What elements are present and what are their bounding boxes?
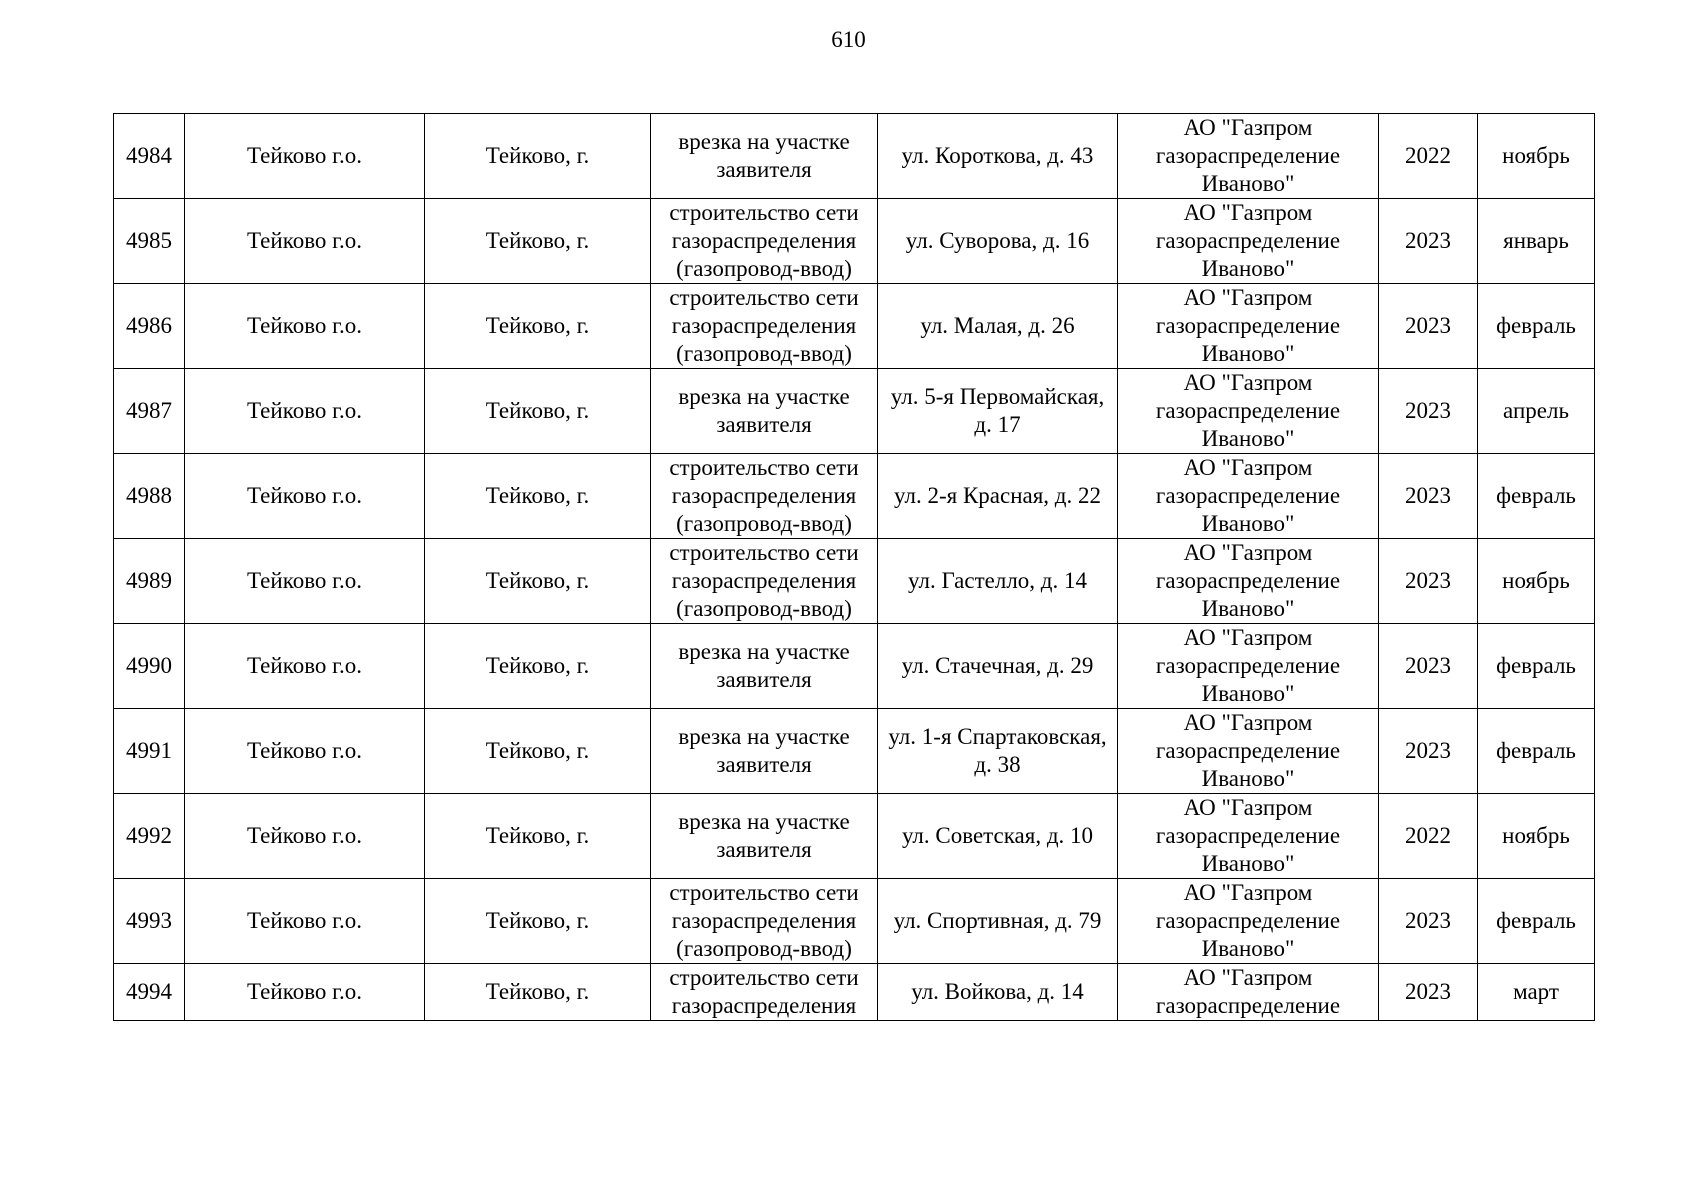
organization-cell-text: АО "Газпром газораспределение Иваново" <box>1155 455 1341 536</box>
row-number-cell <box>114 114 185 199</box>
year-cell-text: 2023 <box>1405 228 1451 253</box>
work-type-cell-text: врезка на участке заявителя <box>678 809 850 862</box>
work-type-cell-text: строительство сети газораспределения (газопровод-ввод) <box>669 285 859 366</box>
table-row <box>114 369 1595 454</box>
settlement-cell <box>425 709 651 794</box>
work-type-cell-text: врезка на участке заявителя <box>678 639 850 692</box>
year-cell <box>1379 284 1478 369</box>
organization-cell <box>1118 539 1379 624</box>
municipality-cell-text: Тейково г.о. <box>247 483 362 508</box>
table-row <box>114 879 1595 964</box>
settlement-cell <box>425 454 651 539</box>
table-row <box>114 624 1595 709</box>
year-cell <box>1379 454 1478 539</box>
year-cell <box>1379 794 1478 879</box>
organization-cell <box>1118 199 1379 284</box>
address-cell <box>878 369 1118 454</box>
row-number-cell <box>114 709 185 794</box>
settlement-cell <box>425 539 651 624</box>
month-cell <box>1478 964 1595 1021</box>
settlement-cell <box>425 879 651 964</box>
work-type-cell <box>651 114 878 199</box>
year-cell-text: 2023 <box>1405 568 1451 593</box>
work-type-cell <box>651 539 878 624</box>
organization-cell-text: АО "Газпром газораспределение Иваново" <box>1155 200 1341 281</box>
month-cell <box>1478 369 1595 454</box>
settlement-cell-text: Тейково, г. <box>485 398 590 423</box>
month-cell <box>1478 794 1595 879</box>
row-number-cell-text: 4989 <box>126 568 172 593</box>
work-type-cell-text: врезка на участке заявителя <box>678 724 850 777</box>
year-cell <box>1379 199 1478 284</box>
month-cell-text: ноябрь <box>1502 823 1570 848</box>
address-cell <box>878 794 1118 879</box>
year-cell-text: 2023 <box>1405 908 1451 933</box>
month-cell-text: апрель <box>1503 398 1569 423</box>
municipality-cell-text: Тейково г.о. <box>247 823 362 848</box>
organization-cell <box>1118 794 1379 879</box>
month-cell <box>1478 114 1595 199</box>
settlement-cell-text: Тейково, г. <box>485 908 590 933</box>
settlement-cell-text: Тейково, г. <box>485 483 590 508</box>
municipality-cell <box>185 794 425 879</box>
municipality-cell <box>185 284 425 369</box>
work-type-cell-text: врезка на участке заявителя <box>678 129 850 182</box>
row-number-cell-text: 4994 <box>126 979 172 1004</box>
work-type-cell <box>651 199 878 284</box>
organization-cell-text: АО "Газпром газораспределение Иваново" <box>1155 115 1341 196</box>
work-type-cell <box>651 369 878 454</box>
settlement-cell <box>425 964 651 1021</box>
year-cell <box>1379 369 1478 454</box>
address-cell <box>878 454 1118 539</box>
year-cell <box>1379 879 1478 964</box>
month-cell-text: март <box>1513 979 1559 1004</box>
year-cell <box>1379 964 1478 1021</box>
row-number-cell <box>114 454 185 539</box>
row-number-cell <box>114 964 185 1021</box>
year-cell-text: 2023 <box>1405 738 1451 763</box>
address-cell-text: ул. 1-я Спартаковская, д. 38 <box>888 724 1107 777</box>
organization-cell-text: АО "Газпром газораспределение Иваново" <box>1155 625 1341 706</box>
year-cell <box>1379 709 1478 794</box>
work-type-cell <box>651 709 878 794</box>
settlement-cell <box>425 284 651 369</box>
organization-cell-text: АО "Газпром газораспределение Иваново" <box>1155 285 1341 366</box>
table-row <box>114 199 1595 284</box>
organization-cell <box>1118 879 1379 964</box>
month-cell-text: февраль <box>1496 908 1576 933</box>
month-cell-text: февраль <box>1496 738 1576 763</box>
settlement-cell-text: Тейково, г. <box>485 568 590 593</box>
work-type-cell-text: строительство сети газораспределения (газопровод-ввод) <box>669 880 859 961</box>
organization-cell-text: АО "Газпром газораспределение Иваново" <box>1155 795 1341 876</box>
address-cell-text: ул. Суворова, д. 16 <box>905 228 1090 253</box>
gas-connection-table <box>113 113 1595 1021</box>
year-cell <box>1379 624 1478 709</box>
row-number-cell <box>114 369 185 454</box>
work-type-cell-text: строительство сети газораспределения <box>669 965 859 1018</box>
row-number-cell <box>114 539 185 624</box>
month-cell-text: февраль <box>1496 483 1576 508</box>
settlement-cell <box>425 199 651 284</box>
row-number-cell-text: 4988 <box>126 483 172 508</box>
work-type-cell <box>651 624 878 709</box>
municipality-cell-text: Тейково г.о. <box>247 908 362 933</box>
municipality-cell-text: Тейково г.о. <box>247 979 362 1004</box>
municipality-cell-text: Тейково г.о. <box>247 228 362 253</box>
row-number-cell-text: 4990 <box>126 653 172 678</box>
year-cell <box>1379 114 1478 199</box>
municipality-cell-text: Тейково г.о. <box>247 653 362 678</box>
municipality-cell <box>185 114 425 199</box>
organization-cell-text: АО "Газпром газораспределение Иваново" <box>1155 540 1341 621</box>
address-cell <box>878 964 1118 1021</box>
year-cell-text: 2022 <box>1405 143 1451 168</box>
month-cell <box>1478 284 1595 369</box>
table-row <box>114 284 1595 369</box>
row-number-cell-text: 4986 <box>126 313 172 338</box>
municipality-cell <box>185 539 425 624</box>
month-cell-text: февраль <box>1496 653 1576 678</box>
month-cell <box>1478 624 1595 709</box>
settlement-cell <box>425 369 651 454</box>
organization-cell-text: АО "Газпром газораспределение Иваново" <box>1155 880 1341 961</box>
address-cell <box>878 624 1118 709</box>
address-cell-text: ул. Стачечная, д. 29 <box>901 653 1094 678</box>
address-cell <box>878 709 1118 794</box>
municipality-cell <box>185 879 425 964</box>
work-type-cell <box>651 284 878 369</box>
month-cell <box>1478 454 1595 539</box>
municipality-cell <box>185 369 425 454</box>
year-cell-text: 2023 <box>1405 313 1451 338</box>
work-type-cell-text: строительство сети газораспределения (газопровод-ввод) <box>669 455 859 536</box>
row-number-cell-text: 4985 <box>126 228 172 253</box>
address-cell <box>878 114 1118 199</box>
month-cell <box>1478 539 1595 624</box>
settlement-cell <box>425 624 651 709</box>
municipality-cell-text: Тейково г.о. <box>247 568 362 593</box>
municipality-cell <box>185 709 425 794</box>
year-cell <box>1379 539 1478 624</box>
municipality-cell-text: Тейково г.о. <box>247 398 362 423</box>
address-cell-text: ул. Войкова, д. 14 <box>911 979 1084 1004</box>
address-cell-text: ул. 5-я Первомайская, д. 17 <box>890 384 1105 437</box>
table-row <box>114 454 1595 539</box>
address-cell-text: ул. Короткова, д. 43 <box>901 143 1094 168</box>
year-cell-text: 2023 <box>1405 653 1451 678</box>
organization-cell <box>1118 964 1379 1021</box>
month-cell <box>1478 199 1595 284</box>
organization-cell <box>1118 709 1379 794</box>
row-number-cell <box>114 199 185 284</box>
address-cell-text: ул. Советская, д. 10 <box>901 823 1094 848</box>
year-cell-text: 2023 <box>1405 398 1451 423</box>
organization-cell <box>1118 454 1379 539</box>
work-type-cell <box>651 964 878 1021</box>
month-cell <box>1478 879 1595 964</box>
municipality-cell <box>185 964 425 1021</box>
organization-cell <box>1118 369 1379 454</box>
work-type-cell-text: строительство сети газораспределения (газопровод-ввод) <box>669 540 859 621</box>
table-body <box>114 114 1595 1021</box>
year-cell-text: 2023 <box>1405 979 1451 1004</box>
address-cell <box>878 539 1118 624</box>
address-cell <box>878 879 1118 964</box>
municipality-cell-text: Тейково г.о. <box>247 143 362 168</box>
organization-cell-text: АО "Газпром газораспределение Иваново" <box>1155 370 1341 451</box>
settlement-cell-text: Тейково, г. <box>485 979 590 1004</box>
organization-cell <box>1118 114 1379 199</box>
municipality-cell <box>185 624 425 709</box>
address-cell <box>878 199 1118 284</box>
year-cell-text: 2022 <box>1405 823 1451 848</box>
month-cell <box>1478 709 1595 794</box>
municipality-cell <box>185 199 425 284</box>
month-cell-text: февраль <box>1496 313 1576 338</box>
page-number: 610 <box>831 27 866 52</box>
settlement-cell-text: Тейково, г. <box>485 738 590 763</box>
work-type-cell <box>651 879 878 964</box>
table-row <box>114 709 1595 794</box>
work-type-cell-text: строительство сети газораспределения (газопровод-ввод) <box>669 200 859 281</box>
settlement-cell-text: Тейково, г. <box>485 313 590 338</box>
municipality-cell <box>185 454 425 539</box>
table-row <box>114 964 1595 1021</box>
row-number-cell-text: 4991 <box>126 738 172 763</box>
settlement-cell <box>425 114 651 199</box>
row-number-cell-text: 4984 <box>126 143 172 168</box>
year-cell-text: 2023 <box>1405 483 1451 508</box>
row-number-cell <box>114 624 185 709</box>
work-type-cell <box>651 454 878 539</box>
organization-cell <box>1118 284 1379 369</box>
work-type-cell-text: врезка на участке заявителя <box>678 384 850 437</box>
address-cell <box>878 284 1118 369</box>
row-number-cell <box>114 879 185 964</box>
municipality-cell-text: Тейково г.о. <box>247 738 362 763</box>
row-number-cell-text: 4987 <box>126 398 172 423</box>
month-cell-text: январь <box>1503 228 1569 253</box>
row-number-cell-text: 4992 <box>126 823 172 848</box>
address-cell-text: ул. Малая, д. 26 <box>920 313 1075 338</box>
table-row <box>114 114 1595 199</box>
work-type-cell <box>651 794 878 879</box>
row-number-cell <box>114 794 185 879</box>
organization-cell-text: АО "Газпром газораспределение Иваново" <box>1155 710 1341 791</box>
row-number-cell <box>114 284 185 369</box>
settlement-cell <box>425 794 651 879</box>
table-row <box>114 539 1595 624</box>
address-cell-text: ул. Спортивная, д. 79 <box>893 908 1102 933</box>
settlement-cell-text: Тейково, г. <box>485 228 590 253</box>
settlement-cell-text: Тейково, г. <box>485 653 590 678</box>
address-cell-text: ул. Гастелло, д. 14 <box>907 568 1088 593</box>
month-cell-text: ноябрь <box>1502 568 1570 593</box>
month-cell-text: ноябрь <box>1502 143 1570 168</box>
address-cell-text: ул. 2-я Красная, д. 22 <box>893 483 1101 508</box>
organization-cell <box>1118 624 1379 709</box>
settlement-cell-text: Тейково, г. <box>485 823 590 848</box>
settlement-cell-text: Тейково, г. <box>485 143 590 168</box>
organization-cell-text: АО "Газпром газораспределение <box>1155 965 1341 1018</box>
table-row <box>114 794 1595 879</box>
municipality-cell-text: Тейково г.о. <box>247 313 362 338</box>
row-number-cell-text: 4993 <box>126 908 172 933</box>
